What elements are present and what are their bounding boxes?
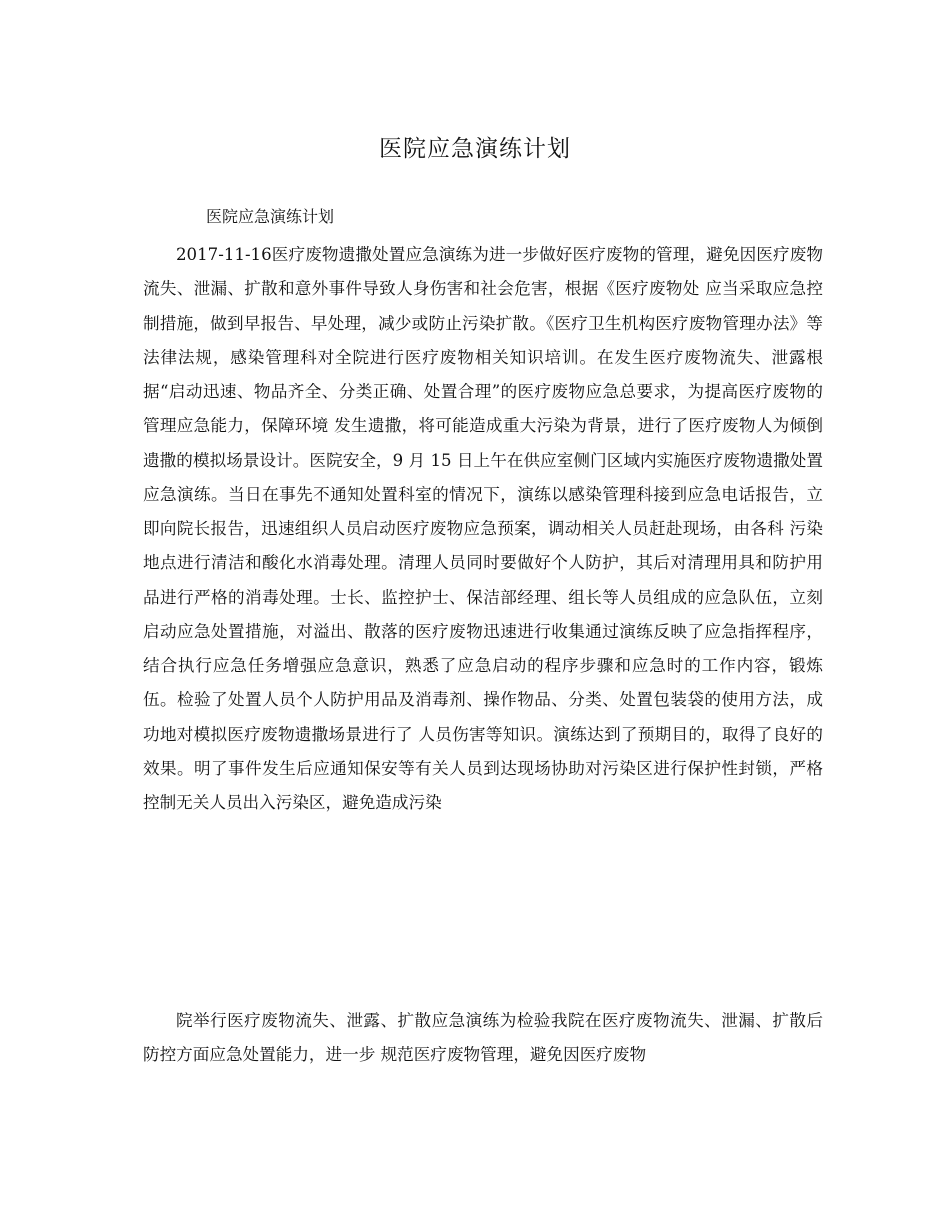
- document-title: 医院应急演练计划: [379, 136, 571, 162]
- document-subtitle: 医院应急演练计划: [206, 207, 335, 226]
- body-paragraph: 2017-11-16医疗废物遗撒处置应急演练为进一步做好医疗废物的管理，避免因医疗废物流失、泄漏、扩散和意外事件导致人身伤害和社会危害，根据《医疗废物处 应当采取应急控制措施，做到早报告、早处理，减少或防止污染扩散。《医疗卫生机构医疗废物管理办法》等法律法规，感染管理科对全院进行医疗废物相关知识培训。在发生医疗废物流失、泄露根据“启动迅速、物品齐全、分类正确、处置合理”的医疗废物应急总要求，为提高医疗废物的管理应急能力，保障环境 发生遗撒，将可能造成重大污染为背景，进行了医疗废物人为倾倒遗撒的模拟场景设计。医院安全，9 月 15 日上午在供应室侧门区域内实施医疗废物遗撒处置应急演练。当日在事先不通知处置科室的情况下，演练以感染管理科接到应急电话报告，立即向院长报告，迅速组织人员启动医疗废物应急预案，调动相关人员赶赴现场，由各科 污染地点进行清洁和酸化水消毒处理。清理人员同时要做好个人防护，其后对清理用具和防护用品进行严格的消毒处理。士长、监控护士、保洁部经理、组长等人员组成的应急队伍，立刻启动应急处置措施，对溢出、散落的医疗废物迅速进行收集通过演练反映了应急指挥程序，结合执行应急任务增强应急意识，熟悉了应急启动的程序步骤和应急时的工作内容，锻炼伍。检验了处置人员个人防护用品及消毒剂、操作物品、分类、处置包装袋的使用方法，成功地对模拟医疗废物遗撒场景进行了 人员伤害等知识。演练达到了预期目的，取得了良好的效果。明了事件发生后应通知保安等有关人员到达现场协助对污染区进行保护性封锁，严格控制无关人员出入污染区，避免造成污染: [143, 245, 823, 812]
- body-paragraph: 院举行医疗废物流失、泄露、扩散应急演练为检验我院在医疗废物流失、泄漏、扩散后防控方面应急处置能力，进一步 规范医疗废物管理，避免因医疗废物: [143, 1011, 823, 1065]
